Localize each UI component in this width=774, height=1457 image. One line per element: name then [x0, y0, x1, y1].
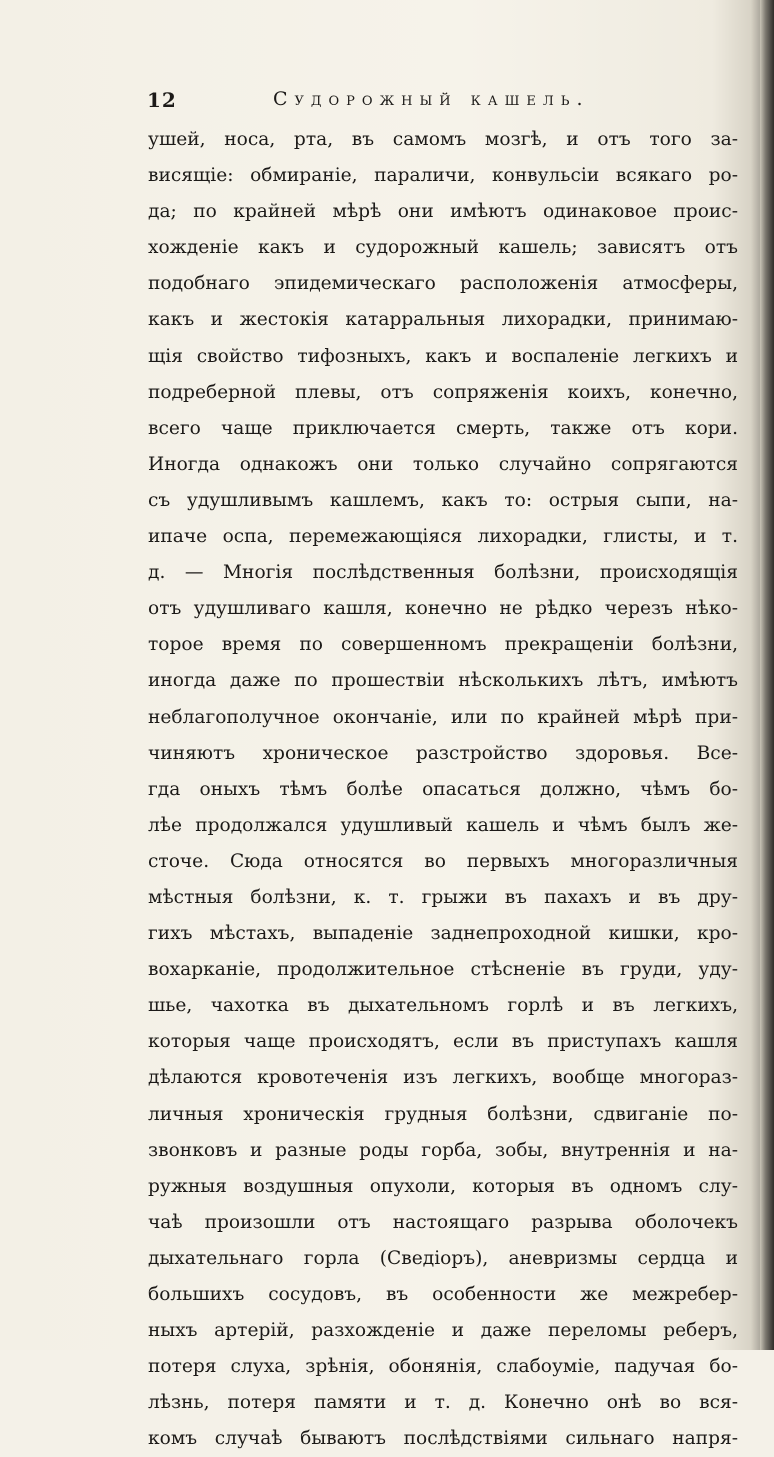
- text-line: подобнаго эпидемическаго расположенія атмосферы,: [148, 273, 738, 295]
- page-edge-shadow: [760, 0, 774, 1350]
- text-line: ружныя воздушныя опухоли, которыя въ одномъ слу-: [148, 1175, 738, 1197]
- text-line: ипаче оспа, перемежающіяся лихорадки, глисты, и т.: [148, 526, 738, 548]
- text-line: съ удушливымъ кашлемъ, какъ то: острыя сыпи, на-: [148, 489, 738, 511]
- text-line: ушей, носа, рта, въ самомъ мозгѣ, и отъ того за-: [148, 129, 738, 150]
- body-text: [148, 122, 738, 1457]
- text-line: чаѣ произошли отъ настоящаго разрыва оболочекъ: [148, 1211, 738, 1233]
- text-line: гда оныхъ тѣмъ болѣе опасаться должно, чѣмъ бо-: [148, 778, 738, 800]
- text-line: гихъ мѣстахъ, выпаденіе заднепроходной кишки, кро-: [148, 923, 738, 945]
- text-line: щія свойство тифозныхъ, какъ и воспаленіе легкихъ и: [148, 345, 738, 367]
- text-line: большихъ сосудовъ, въ особенности же межребер-: [148, 1284, 738, 1305]
- text-line: дыхательнаго горла (Сведіоръ), аневризмы сердца и: [148, 1247, 738, 1269]
- text-line: комъ случаѣ бываютъ послѣдствіями сильнаго напря-: [148, 1428, 738, 1450]
- text-line: иногда даже по прошествіи нѣсколькихъ лѣтъ, имѣютъ: [148, 670, 738, 692]
- text-line: сточе. Сюда относятся во первыхъ многоразличныя: [148, 850, 738, 872]
- text-line: да; по крайней мѣрѣ они имѣютъ одинаковое проис-: [148, 201, 738, 223]
- text-line: д. — Многія послѣдственныя болѣзни, происходящія: [148, 562, 738, 584]
- text-line: личныя хроническія грудныя болѣзни, сдвиганіе по-: [148, 1103, 738, 1125]
- text-line: лѣе продолжался удушливый кашель и чѣмъ былъ же-: [148, 814, 738, 836]
- text-line: торое время по совершенномъ прекращеніи болѣзни,: [148, 634, 738, 656]
- text-line: лѣзнь, потеря памяти и т. д. Конечно онѣ во вся-: [148, 1392, 738, 1414]
- page-header: [147, 82, 617, 118]
- text-line: мѣстныя болѣзни, к. т. грыжи въ пахахъ и въ дру-: [148, 886, 738, 908]
- running-title: Судорожный кашель.: [273, 88, 590, 110]
- text-line: Иногда однакожъ они только случайно сопрягаются: [148, 453, 738, 475]
- text-line: хожденіе какъ и судорожный кашель; зависятъ отъ: [148, 237, 738, 259]
- text-line: неблагополучное окончаніе, или по крайней мѣрѣ при-: [148, 706, 738, 728]
- text-line: всего чаще приключается смерть, также отъ кори.: [148, 417, 738, 439]
- text-line: чиняютъ хроническое разстройство здоровья. Все-: [148, 742, 738, 764]
- text-line: звонковъ и разные роды горба, зобы, внутреннія и на-: [148, 1139, 738, 1161]
- text-line: отъ удушливаго кашля, конечно не рѣдко черезъ нѣко-: [148, 598, 738, 620]
- text-line: какъ и жестокія катарральныя лихорадки, принимаю-: [148, 309, 738, 331]
- text-line: вохарканіе, продолжительное стѣсненіе въ груди, уду-: [148, 959, 738, 981]
- text-line: дѣлаются кровотеченія изъ легкихъ, вообще многораз-: [148, 1067, 738, 1089]
- text-line: ныхъ артерій, разхожденіе и даже переломы реберъ,: [148, 1320, 738, 1342]
- page-number: 12: [147, 88, 177, 112]
- text-line: которыя чаще происходятъ, если въ приступахъ кашля: [148, 1031, 738, 1053]
- text-line: висящіе: обмираніе, параличи, конвульсіи всякаго ро-: [148, 165, 738, 187]
- text-line: шье, чахотка въ дыхательномъ горлѣ и въ легкихъ,: [148, 995, 738, 1017]
- text-line: потеря слуха, зрѣнія, обонянія, слабоуміе, падучая бо-: [148, 1356, 738, 1378]
- text-line: подреберной плевы, отъ сопряженія коихъ, конечно,: [148, 381, 738, 403]
